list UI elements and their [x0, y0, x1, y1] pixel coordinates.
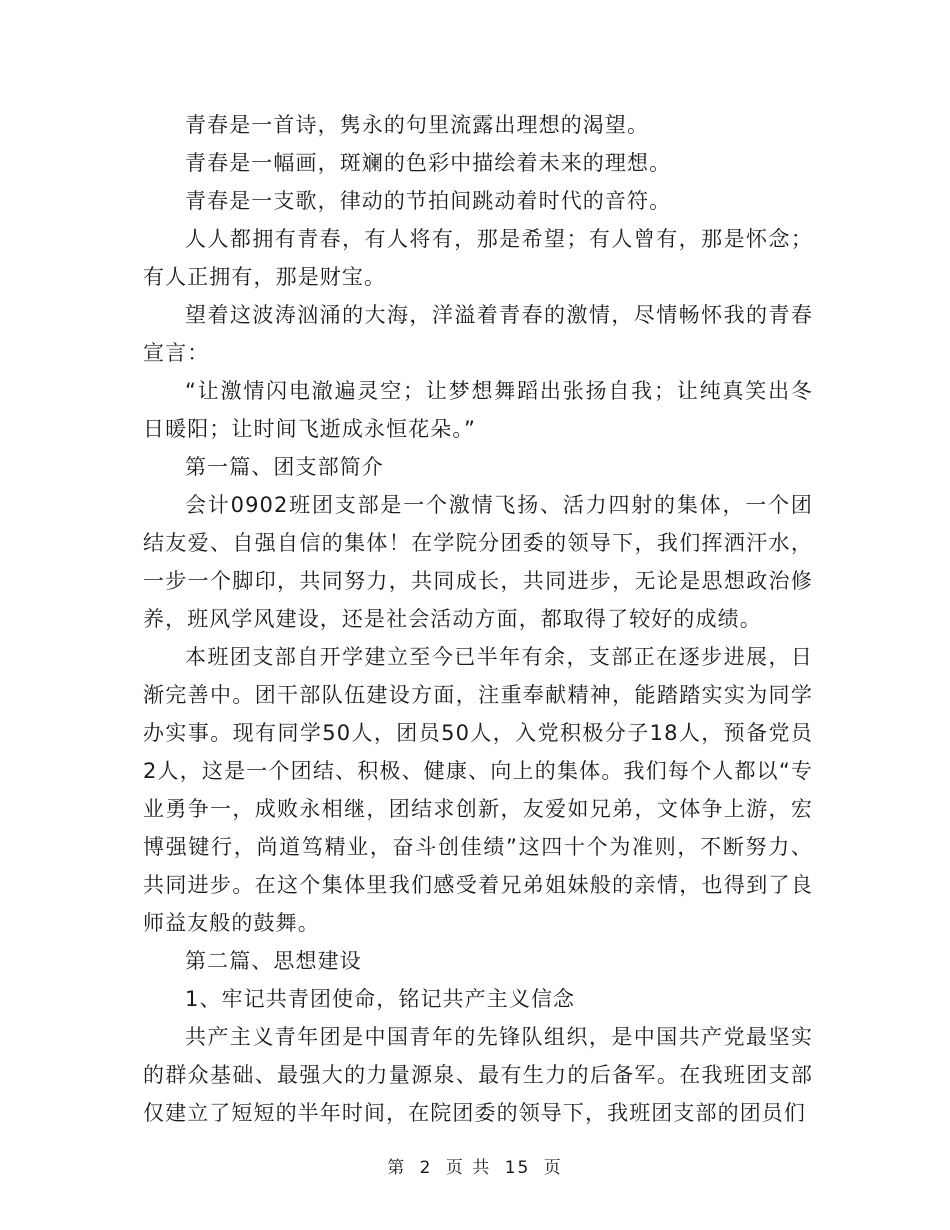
- paragraph-poem-2: 青春是一幅画，斑斓的色彩中描绘着未来的理想。: [185, 151, 672, 175]
- footer-suffix: 页: [543, 1158, 563, 1178]
- page-footer: [0, 1153, 950, 1178]
- paragraph-branch-details: 本班团支部自开学建立至今已半年有余，支部正在逐步进展，日渐完善中。团干部队伍建设方面，注重奉献精神，能踏踏实实为同学办实事。现有同学50人，团员50人，入党积极分子18人，预备党员2人，这是一个团结、积极、健康、向上的集体。我们每个人都以“专业勇争一，成败永相继，团结求创新，友爱如兄弟，文体争上游，宏博强键行，尚道笃精业，奋斗创佳绩”这四十个为准则，不断努力、共同进步。在这个集体里我们感受着兄弟姐妹般的亲情，也得到了良师益友般的鼓舞。: [143, 645, 813, 935]
- paragraph-league-mission: 共产主义青年团是中国青年的先锋队组织，是中国共产党最坚实的群众基础、最强大的力量源泉、最有生力的后备军。在我班团支部仅建立了短短的半年时间，在院团委的领导下，我班团支部的团员们: [143, 1025, 813, 1125]
- paragraph-branch-intro: 会计0902班团支部是一个激情飞扬、活力四射的集体，一个团结友爱、自强自信的集体！在学院分团委的领导下，我们挥洒汗水，一步一个脚印，共同努力，共同成长，共同进步，无论是思想政治修养，班风学风建设，还是社会活动方面，都取得了较好的成绩。: [143, 493, 813, 631]
- paragraph-poem-1: 青春是一首诗，隽永的句里流露出理想的渴望。: [185, 113, 650, 137]
- section-heading-2: 第二篇、思想建设: [185, 949, 362, 973]
- current-page-number: 2: [419, 1158, 433, 1178]
- section-heading-1: 第一篇、团支部简介: [185, 455, 384, 479]
- total-page-count: 15: [504, 1158, 531, 1178]
- paragraph-poem-3: 青春是一支歌，律动的节拍间跳动着时代的音符。: [185, 189, 672, 213]
- paragraph-youth-declaration-quote: “让激情闪电澈遍灵空；让梦想舞蹈出张扬自我；让纯真笑出冬日暖阳；让时间飞逝成永恒花朵。”: [143, 379, 813, 441]
- paragraph-youth-declaration-intro: 望着这波涛汹涌的大海，洋溢着青春的激情，尽情畅怀我的青春宣言：: [143, 303, 813, 365]
- footer-middle: 页 共: [445, 1158, 492, 1178]
- document-body: [143, 106, 813, 1132]
- paragraph-youth-ownership: 人人都拥有青春，有人将有，那是希望；有人曾有，那是怀念；有人正拥有，那是财宝。: [143, 227, 813, 289]
- subsection-heading-1: 1、牢记共青团使命，铭记共产主义信念: [185, 987, 576, 1011]
- footer-prefix: 第: [387, 1158, 407, 1178]
